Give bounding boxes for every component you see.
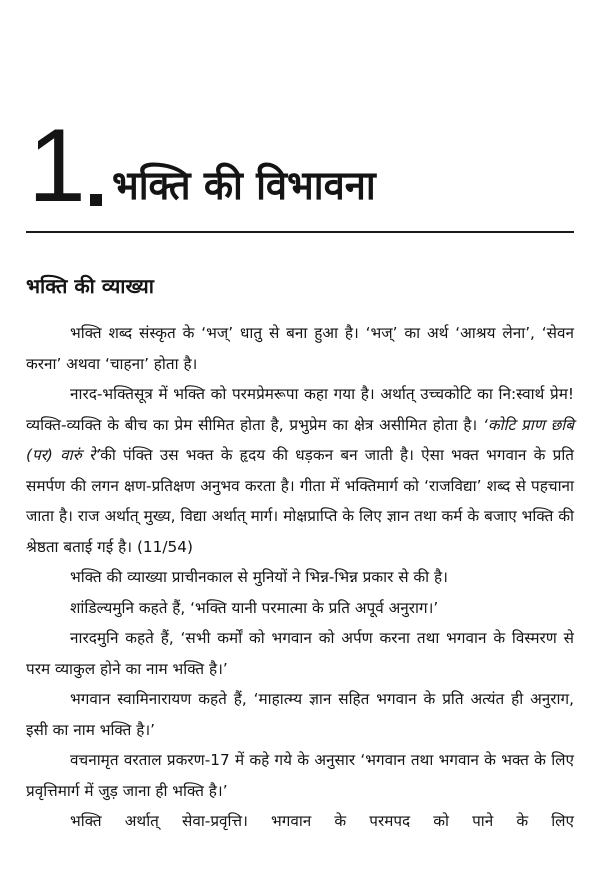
section-heading: भक्ति की व्याख्या — [26, 274, 154, 298]
paragraph-5: नारदमुनि कहते हैं, ‘सभी कर्मों को भगवान को अर्पण करना तथा भगवान के विस्मरण से परम व्याकुल होने का नाम भक्ति है।’ — [26, 629, 574, 678]
body-text — [26, 318, 574, 837]
chapter-number-dot — [90, 194, 102, 206]
paragraph-6: भगवान स्वामिनारायण कहते हैं, ‘माहात्म्य ज्ञान सहित भगवान के प्रति अत्यंत ही अनुराग, इसी का नाम भक्ति है।’ — [26, 690, 574, 739]
paragraph-2-text-after: की पंक्ति उस भक्त के हृदय की धड़कन बन जाती है। ऐसा भक्त भगवान के प्रति समर्पण की लगन क्षण-प्रतिक्षण अनुभव करता है। गीता में भक्तिमार्ग को ‘राजविद्या’ शब्द से पहचाना जाता है। राज अर्थात् मुख्य, विद्या अर्थात् मार्ग। मोक्षप्राप्ति के लिए ज्ञान तथा कर्म के बजाए भक्ति की श्रेष्ठता बताई गई है। (11/54) — [26, 446, 574, 556]
italic-quote: ‘कोटि प्राण छबि (पर) वारुं रे’ — [26, 415, 574, 464]
paragraph-1: भक्ति शब्द संस्कृत के ‘भज्’ धातु से बना हुआ है। ‘भज्’ का अर्थ ‘आश्रय लेना’, ‘सेवन करना’ अथवा ‘चाहना’ होता है। — [26, 324, 574, 373]
paragraph-3: भक्ति की व्याख्या प्राचीनकाल से मुनियों ने भिन्न-भिन्न प्रकार से की है। — [70, 568, 448, 586]
paragraph-4: शांडिल्यमुनि कहते हैं, ‘भक्ति यानी परमात्मा के प्रति अपूर्व अनुराग।’ — [70, 598, 439, 617]
paragraph-2-text-before: नारद-भक्तिसूत्र में भक्ति को परमप्रेमरूपा कहा गया है। अर्थात् उच्चकोटि का नि:स्वार्थ प्रेम! व्यक्ति-व्यक्ति के बीच का प्रेम सीमित होता है, प्रभुप्रेम का क्षेत्र असीमित होता है। — [26, 385, 574, 434]
chapter-heading — [28, 108, 389, 224]
chapter-divider — [26, 231, 574, 233]
paragraph-2 — [26, 379, 574, 562]
paragraph-7: वचनामृत वरताल प्रकरण-17 में कहे गये के अनुसार ‘भगवान तथा भगवान के भक्त के लिए प्रवृत्तिमार्ग में जुड़ जाना ही भक्ति है।’ — [26, 751, 574, 800]
chapter-number: 1 — [28, 108, 84, 224]
paragraph-8: भक्ति अर्थात् सेवा-प्रवृत्ति। भगवान के परमपद को पाने के लिए — [70, 812, 574, 830]
chapter-title: भक्ति की विभावना — [111, 163, 376, 209]
